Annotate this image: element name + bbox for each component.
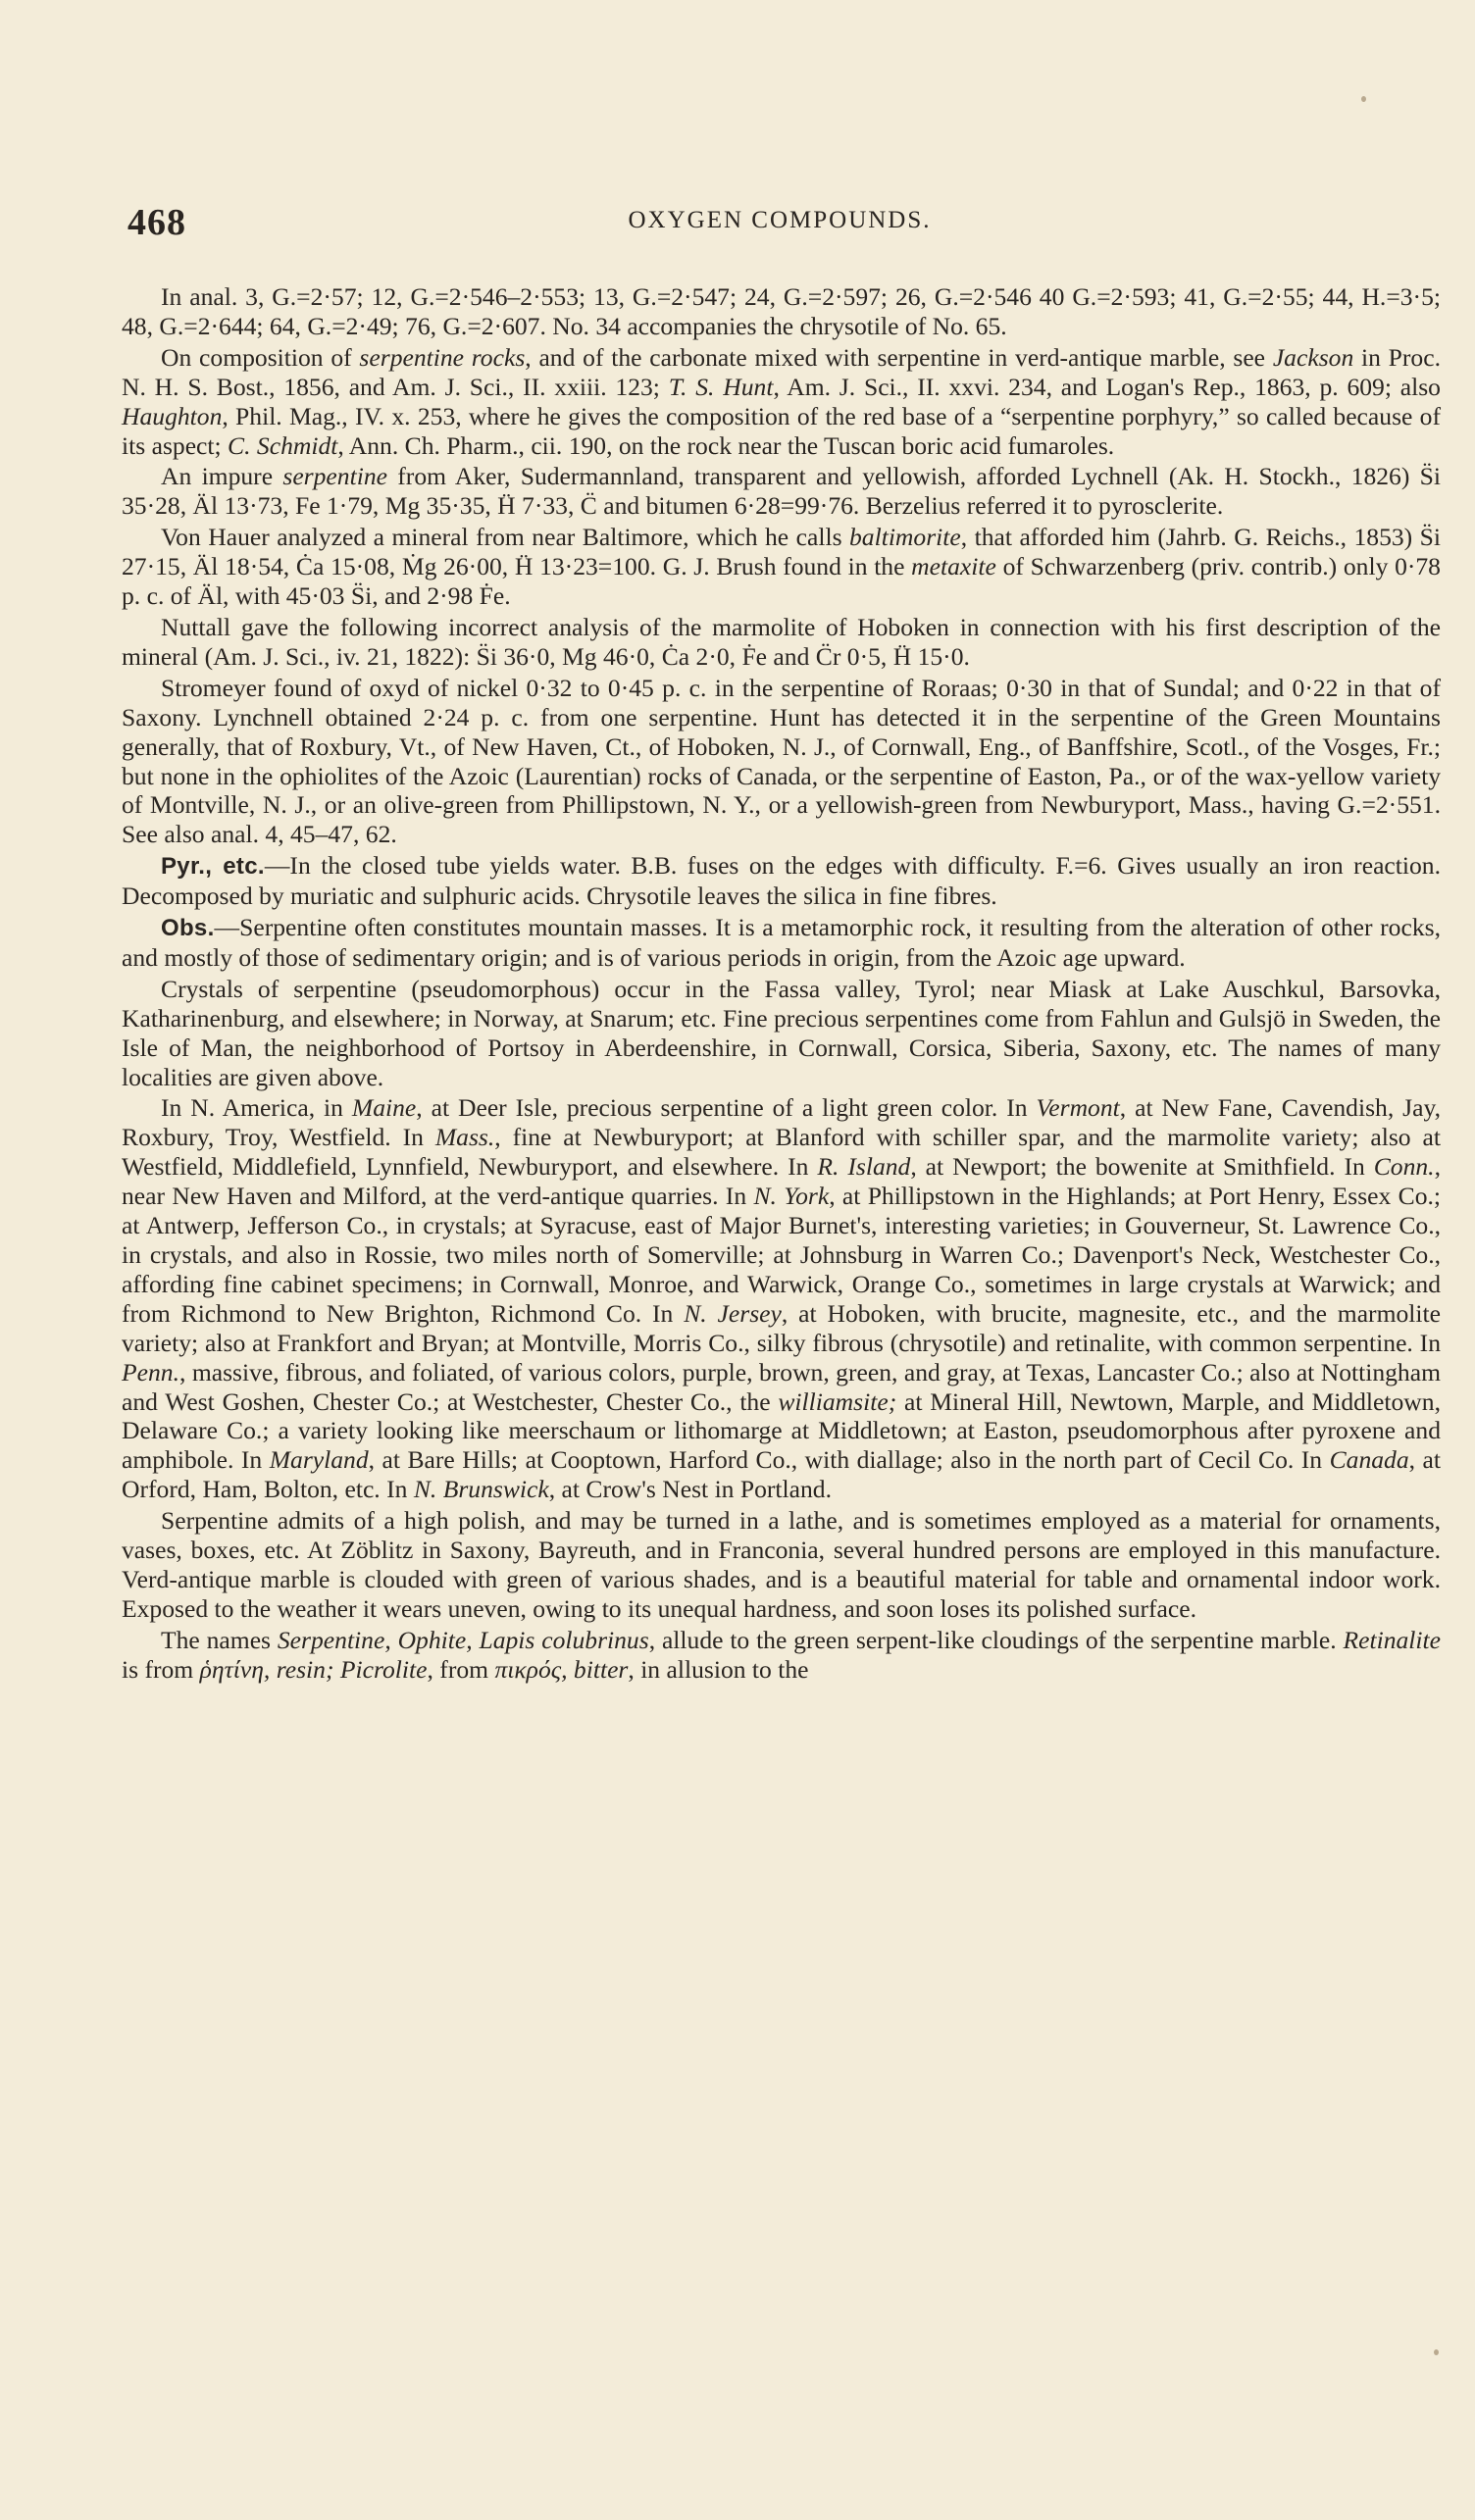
paragraph [122,282,1441,341]
paragraph [122,1626,1441,1685]
paragraph [122,1506,1441,1624]
paragraph [122,975,1441,1092]
italic-text: N. Brunswick [413,1475,549,1504]
body-text [122,282,1441,1685]
text-run: Crystals of serpentine (pseudomorphous) occur in the Fassa valley, Tyrol; near Miask at Lake Auschkul, Barsovka, Katharinenburg, and elsewhere; in Norway, at Snarum; etc. Fine precious serpentines come from Fahlun and Gulsjö in Sweden, the Isle of Man, the neighborhood of Portsoy in Aberdeenshire, in Cornwall, Corsica, Siberia, Saxony, etc. The names of many localities are given above. [122,974,1441,1091]
text-run: is from [122,1654,200,1684]
text-run: , at Crow's Nest in Portland. [548,1475,833,1504]
text-run: , from [427,1654,495,1684]
text-run: An impure [161,462,283,491]
italic-text: serpentine rocks [359,342,526,372]
italic-text: Vermont [1036,1093,1120,1123]
italic-text: Penn. [122,1357,179,1386]
italic-text: Canada [1329,1445,1409,1475]
italic-text: T. S. Hunt [668,372,774,401]
text-run: —In the closed tube yields water. B.B. fuses on the edges with difficulty. F.=6. Gives usually an iron reaction. Decomposed by muriatic and sulphuric acids. Chrysotile leaves the silica in fine fibres. [122,851,1441,911]
paragraph [122,674,1441,849]
text-run: , Ann. Ch. Pharm., cii. 190, on the rock near the Tuscan boric acid fumaroles. [337,430,1115,460]
paragraph [122,913,1441,973]
text-run: , in allusion to the [628,1654,809,1684]
text-run: —Serpentine often constitutes mountain masses. It is a metamorphic rock, it resulting from the alteration of other rocks, and mostly of those of sedimentary origin; and is of various periods in origin, from the Azoic age upward. [122,913,1441,972]
text-run: , at Bare Hills; at Cooptown, Harford Co., with diallage; also in the north part of Cecil Co. In [368,1445,1330,1475]
text-run: , Am. J. Sci., II. xxvi. 234, and Logan's Rep., 1863, p. 609; also [773,372,1441,401]
text-run: Von Hauer analyzed a mineral from near Baltimore, which he calls [161,523,849,552]
italic-text: Conn. [1373,1152,1435,1182]
text-run: of Schwarzenberg (priv. contrib.) only 0·78 p. c. of Äl, with 45·03 S̈i, and 2·98 Ḟe. [122,552,1441,611]
text-run: On composition of [161,342,360,372]
text-run: at Mineral Hill, Newtown, Marple, and Middletown, Delaware Co.; a variety looking like meerschaum or lithomarge at Middletown; at Easton, pseudomorphous after pyroxene and amphibole. In [122,1386,1441,1475]
text-run: , at Orford, Ham, Bolton, etc. In [122,1445,1441,1504]
italic-text: Retinalite [1343,1625,1441,1654]
paragraph [122,523,1441,611]
paragraph [122,1093,1441,1504]
italic-text: πικρός, bitter [494,1654,629,1684]
text-run: , at Deer Isle, precious serpentine of a light green color. In [416,1093,1037,1123]
text-run: Serpentine admits of a high polish, and may be turned in a lathe, and is sometimes employed as a material for ornaments, vases, boxes, etc. At Zöblitz in Saxony, Bayreuth, and in Franconia, several hundred persons are employed in this manufacture. Verd-antique marble is clouded with green of various shades, and is a beautiful material for table and ornamental indoor work. Exposed to the weather it wears uneven, owing to its unequal hardness, and soon loses its polished surface. [122,1506,1441,1623]
italic-text: R. Island [817,1152,911,1182]
text-run: Stromeyer found of oxyd of nickel 0·32 to 0·45 p. c. in the serpentine of Roraas; 0·30 in that of Sundal; and 0·22 in that of Saxony. Lynchnell obtained 2·24 p. c. from one serpentine. Hunt has detected it in the serpentine of the Green Mountains generally, that of Roxbury, Vt., of New Haven, Ct., of Hoboken, N. J., of Cornwall, Eng., of Banffshire, Scotl., of the Vosges, Fr.; but none in the ophiolites of the Azoic (Laurentian) rocks of Canada, or the serpentine of Easton, Pa., or of the wax-yellow variety of Montville, N. J., or an olive-green from Phillipstown, N. Y., or a yellowish-green from Newburyport, Mass., having G.=2·551. See also anal. 4, 45–47, 62. [122,673,1441,849]
paper-speck [1434,2349,1439,2355]
text-run: , massive, fibrous, and foliated, of various colors, purple, brown, green, and gray, at Texas, Lancaster Co.; also at Nottingham and West Goshen, Chester Co.; at Westchester, Chester Co., the [122,1357,1441,1416]
italic-text: metaxite [911,552,996,581]
text-run: Nuttall gave the following incorrect analysis of the marmolite of Hoboken in connection with his first description of the mineral (Am. J. Sci., iv. 21, 1822): S̈i 36·0, Mg 46·0, Ċa 2·0, Ḟe and C̈r 0·5, Ḧ 15·0. [122,612,1441,671]
paragraph [122,613,1441,672]
text-run: in Proc. N. H. S. Bost., 1856, and Am. J. Sci., II. xxiii. 123; [122,342,1441,401]
paper-speck [1361,96,1366,102]
italic-text: williamsite; [778,1386,897,1416]
text-run: , that afforded him (Jahrb. G. Reichs., 1853) S̈i 27·15, Äl 18·54, Ċa 15·08, Ṁg 26·00, Ḧ 13·23=100. G. J. Brush found in the [122,523,1442,581]
italic-text: ῥητίνη, resin; Picrolite [199,1654,428,1684]
italic-text: Maryland [269,1445,369,1475]
text-run: , at Hoboken, with brucite, magnesite, etc., and the marmolite variety; also at Frankfort and Bryan; at Montville, Morris Co., silky fibrous (chrysotile) and retinalite, with common serpentine. In [122,1298,1441,1357]
italic-text: Haughton [122,401,223,430]
section-lead: Pyr., etc. [161,853,265,881]
italic-text: Mass. [434,1123,495,1152]
text-run: In N. America, in [161,1093,352,1123]
text-run: In anal. 3, G.=2·57; 12, G.=2·546–2·553; 13, G.=2·547; 24, G.=2·597; 26, G.=2·546 40 G.=2·593; 41, G.=2·55; 44, H.=3·5; 48, G.=2·644; 64, G.=2·49; 76, G.=2·607. No. 34 accompanies the chrysotile of No. 65. [122,282,1441,340]
italic-text: Serpentine, Ophite, Lapis colubrinus [277,1625,649,1654]
paragraph [122,343,1441,461]
italic-text: Jackson [1272,342,1354,372]
italic-text: serpentine [282,462,387,491]
text-run: , fine at Newburyport; at Blanford with schiller spar, and the marmolite variety; also at Westfield, Middlefield, Lynnfield, Newburyport, and elsewhere. In [122,1123,1441,1182]
section-lead: Obs. [161,915,215,942]
text-run: The names [161,1625,278,1654]
italic-text: C. Schmidt [228,430,338,460]
italic-text: N. York [753,1182,830,1211]
italic-text: N. Jersey [684,1298,782,1328]
page-number: 468 [127,202,186,243]
page-header [127,201,1432,243]
italic-text: baltimorite [849,523,961,552]
text-run: , at Newport; the bowenite at Smithfield. In [910,1152,1374,1182]
paragraph [122,851,1441,911]
paragraph [122,462,1441,521]
text-run: from Aker, Sudermannland, transparent and yellowish, afforded Lychnell (Ak. H. Stockh., 1826) S̈i 35·28, Äl 13·73, Fe 1·79, Mg 35·35, Ḧ 7·33, C̈ and bitumen 6·28=99·76. Berzelius referred it to pyrosclerite. [122,462,1441,521]
italic-text: Maine [351,1093,417,1123]
running-head: OXYGEN COMPOUNDS. [628,207,932,233]
text-run: , near New Haven and Milford, at the verd-antique quarries. In [122,1152,1441,1211]
text-run: , allude to the green serpent-like cloudings of the serpentine marble. [648,1625,1344,1654]
text-run: , Phil. Mag., IV. x. 253, where he gives the composition of the red base of a “serpentine porphyry,” so called because of its aspect; [122,401,1441,460]
text-run: , and of the carbonate mixed with serpentine in verd-antique marble, see [525,342,1273,372]
text-run: , at New Fane, Cavendish, Jay, Roxbury, Troy, Westfield. In [122,1093,1441,1152]
text-run: , at Phillipstown in the Highlands; at Port Henry, Essex Co.; at Antwerp, Jefferson Co., in crystals; at Syracuse, east of Major Burnet's, interesting varieties; in Gouverneur, St. Lawrence Co., in crystals, and also in Rossie, two miles north of Somerville; at Johnsburg in Warren Co.; Davenport's Neck, Westchester Co., affording fine cabinet specimens; in Cornwall, Monroe, and Warwick, Orange Co., sometimes in large crystals at Warwick; and from Richmond to New Brighton, Richmond Co. In [122,1182,1441,1328]
